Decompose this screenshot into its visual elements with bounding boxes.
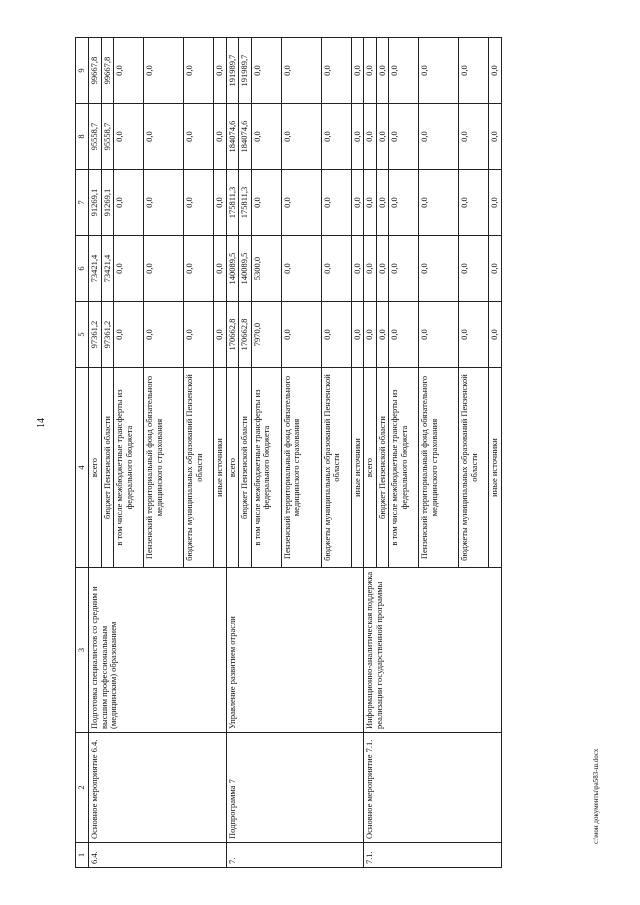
amount-cell: 0,0 [184, 38, 214, 104]
header-row [76, 38, 89, 868]
amount-cell: 73421,4 [101, 236, 114, 302]
amount-cell: 0,0 [281, 104, 321, 170]
amount-cell: 175811,3 [239, 170, 252, 236]
amount-cell: 0,0 [144, 236, 184, 302]
funding-source-cell: бюджеты муниципальных образований Пензенской области [184, 368, 214, 568]
column-header: 4 [76, 368, 89, 568]
amount-cell: 91269,1 [89, 170, 102, 236]
row-number-cell: 6.4. [89, 843, 227, 868]
column-header: 2 [76, 733, 89, 843]
amount-cell: 0,0 [364, 104, 377, 170]
amount-cell: 0,0 [281, 170, 321, 236]
amount-cell: 0,0 [321, 302, 351, 368]
amount-cell: 0,0 [351, 236, 364, 302]
column-header: 7 [76, 170, 89, 236]
table-row [89, 38, 102, 868]
amount-cell: 0,0 [281, 38, 321, 104]
amount-cell: 0,0 [214, 38, 227, 104]
amount-cell: 0,0 [459, 38, 489, 104]
amount-cell: 0,0 [321, 236, 351, 302]
amount-cell: 175811,3 [226, 170, 239, 236]
amount-cell: 0,0 [376, 104, 389, 170]
funding-source-cell: иные источники [214, 368, 227, 568]
amount-cell: 91269,1 [101, 170, 114, 236]
amount-cell: 0,0 [251, 170, 281, 236]
amount-cell: 0,0 [459, 236, 489, 302]
amount-cell: 0,0 [419, 236, 459, 302]
column-header: 5 [76, 302, 89, 368]
amount-cell: 0,0 [351, 104, 364, 170]
amount-cell: 73421,4 [89, 236, 102, 302]
amount-cell: 0,0 [389, 104, 419, 170]
table-row [226, 38, 239, 868]
amount-cell: 0,0 [214, 302, 227, 368]
amount-cell: 99667,8 [89, 38, 102, 104]
amount-cell: 0,0 [459, 170, 489, 236]
row-number-cell: 7. [226, 843, 364, 868]
amount-cell: 0,0 [389, 170, 419, 236]
funding-source-cell: в том числе межбюджетные трансферты из федерального бюджета [251, 368, 281, 568]
amount-cell: 140089,5 [239, 236, 252, 302]
funding-source-cell: бюджеты муниципальных образований Пензенской области [459, 368, 489, 568]
amount-cell: 95558,7 [89, 104, 102, 170]
amount-cell: 0,0 [489, 302, 502, 368]
amount-cell: 0,0 [184, 302, 214, 368]
amount-cell: 0,0 [214, 170, 227, 236]
amount-cell: 97361,2 [101, 302, 114, 368]
amount-cell: 0,0 [419, 38, 459, 104]
amount-cell: 0,0 [489, 170, 502, 236]
funding-source-cell: иные источники [489, 368, 502, 568]
amount-cell: 0,0 [321, 104, 351, 170]
column-header: 8 [76, 104, 89, 170]
item-code-cell: Основное мероприятие 6.4. [89, 733, 227, 843]
funding-source-cell: иные источники [351, 368, 364, 568]
column-header: 1 [76, 843, 89, 868]
amount-cell: 140089,5 [226, 236, 239, 302]
funding-source-cell: всего [226, 368, 239, 568]
item-code-cell: Подпрограмма 7 [226, 733, 364, 843]
amount-cell: 0,0 [251, 104, 281, 170]
amount-cell: 97361,2 [89, 302, 102, 368]
amount-cell: 95558,7 [101, 104, 114, 170]
amount-cell: 0,0 [419, 302, 459, 368]
amount-cell: 191989,7 [239, 38, 252, 104]
amount-cell: 0,0 [184, 170, 214, 236]
row-number-cell: 7.1. [364, 843, 502, 868]
amount-cell: 170662,8 [239, 302, 252, 368]
amount-cell: 184074,6 [239, 104, 252, 170]
amount-cell: 0,0 [389, 302, 419, 368]
funding-source-cell: бюджет Пензенской области [376, 368, 389, 568]
amount-cell: 0,0 [321, 38, 351, 104]
amount-cell: 0,0 [419, 170, 459, 236]
table-body [89, 38, 502, 868]
amount-cell: 0,0 [376, 302, 389, 368]
funding-source-cell: Пензенский территориальный фонд обязательного медицинского страхования [419, 368, 459, 568]
amount-cell: 0,0 [351, 170, 364, 236]
funding-source-cell: бюджет Пензенской области [239, 368, 252, 568]
amount-cell: 0,0 [364, 38, 377, 104]
amount-cell: 0,0 [489, 38, 502, 104]
amount-cell: 0,0 [144, 302, 184, 368]
amount-cell: 0,0 [459, 302, 489, 368]
amount-cell: 0,0 [281, 236, 321, 302]
amount-cell: 191989,7 [226, 38, 239, 104]
amount-cell: 170662,8 [226, 302, 239, 368]
file-path-footer: c:\мои документы\ра583-ш.docx [592, 748, 600, 844]
amount-cell: 0,0 [214, 236, 227, 302]
funding-source-cell: Пензенский территориальный фонд обязательного медицинского страхования [144, 368, 184, 568]
amount-cell: 0,0 [376, 38, 389, 104]
amount-cell: 5300,0 [251, 236, 281, 302]
amount-cell: 0,0 [351, 302, 364, 368]
amount-cell: 0,0 [144, 104, 184, 170]
amount-cell: 0,0 [389, 38, 419, 104]
funding-source-cell: всего [364, 368, 377, 568]
amount-cell: 0,0 [364, 302, 377, 368]
item-code-cell: Основное мероприятие 7.1. [364, 733, 502, 843]
budget-table [75, 37, 502, 868]
item-name-cell: Подготовка специалистов со средним и высшим профессиональным (медицинским) образованием [89, 568, 227, 733]
amount-cell: 0,0 [489, 236, 502, 302]
amount-cell: 0,0 [184, 236, 214, 302]
amount-cell: 0,0 [321, 170, 351, 236]
amount-cell: 0,0 [114, 104, 144, 170]
amount-cell: 184074,6 [226, 104, 239, 170]
amount-cell: 0,0 [459, 104, 489, 170]
amount-cell: 0,0 [114, 236, 144, 302]
amount-cell: 0,0 [251, 38, 281, 104]
funding-source-cell: в том числе межбюджетные трансферты из федерального бюджета [114, 368, 144, 568]
amount-cell: 0,0 [144, 38, 184, 104]
amount-cell: 0,0 [376, 236, 389, 302]
amount-cell: 99667,8 [101, 38, 114, 104]
column-header: 9 [76, 38, 89, 104]
column-header: 3 [76, 568, 89, 733]
amount-cell: 0,0 [214, 104, 227, 170]
funding-source-cell: в том числе межбюджетные трансферты из федерального бюджета [389, 368, 419, 568]
item-name-cell: Управление развитием отрасли [226, 568, 364, 733]
funding-source-cell: Пензенский территориальный фонд обязательного медицинского страхования [281, 368, 321, 568]
amount-cell: 0,0 [419, 104, 459, 170]
amount-cell: 7970,0 [251, 302, 281, 368]
funding-source-cell: бюджет Пензенской области [101, 368, 114, 568]
amount-cell: 0,0 [364, 236, 377, 302]
amount-cell: 0,0 [114, 170, 144, 236]
budget-table-container [75, 38, 608, 868]
amount-cell: 0,0 [489, 104, 502, 170]
page-number: 14 [36, 418, 47, 428]
item-name-cell: Информационно-аналитическая поддержка реализации государственной программы [364, 568, 502, 733]
column-header: 6 [76, 236, 89, 302]
table-row [364, 38, 377, 868]
amount-cell: 0,0 [364, 170, 377, 236]
funding-source-cell: всего [89, 368, 102, 568]
amount-cell: 0,0 [389, 236, 419, 302]
amount-cell: 0,0 [281, 302, 321, 368]
funding-source-cell: бюджеты муниципальных образований Пензенской области [321, 368, 351, 568]
amount-cell: 0,0 [376, 170, 389, 236]
amount-cell: 0,0 [144, 170, 184, 236]
amount-cell: 0,0 [114, 302, 144, 368]
amount-cell: 0,0 [351, 38, 364, 104]
amount-cell: 0,0 [114, 38, 144, 104]
amount-cell: 0,0 [184, 104, 214, 170]
